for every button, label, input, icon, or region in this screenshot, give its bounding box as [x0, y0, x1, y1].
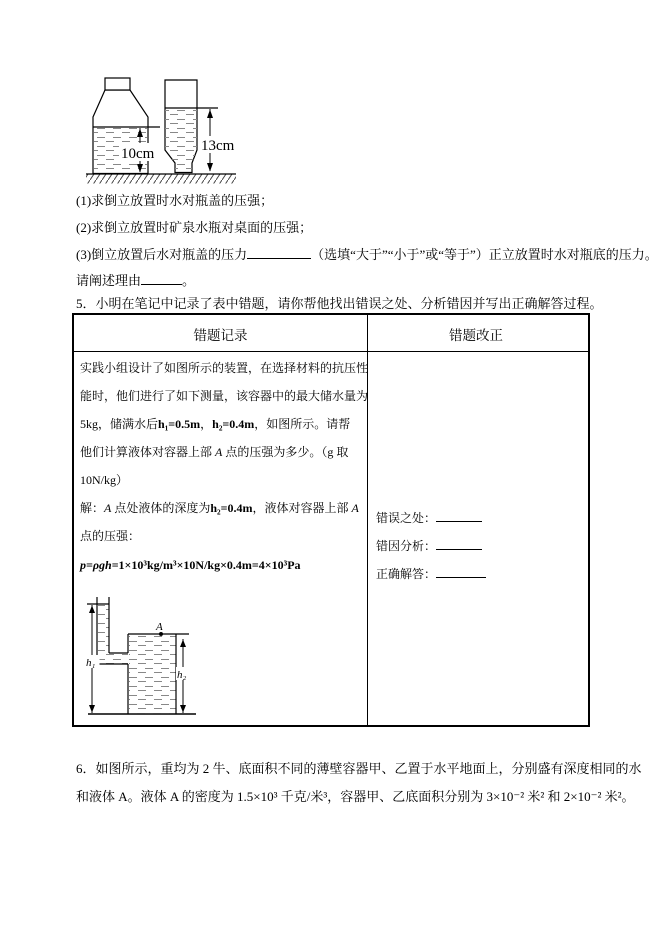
correct-answer-item	[376, 565, 486, 582]
problem-line-1: 实践小组设计了如图所示的装置，在选择材料的抗压性	[80, 361, 369, 375]
text-segment: ，液体对容器上部	[252, 501, 352, 515]
h2-dimension	[176, 639, 191, 713]
bottle-cap	[105, 78, 130, 90]
reason-period: 。	[182, 273, 196, 288]
error-location-label: 错误之处：	[376, 511, 437, 525]
point-a-ref: A	[351, 501, 359, 515]
solution-line-2: 点的压强：	[80, 529, 141, 543]
question-6-line-1: 6．如图所示，重均为 2 牛、底面积不同的薄壁容器甲、乙置于水平地面上，分别盛有深度相同的水	[76, 761, 642, 776]
formula-rhs: =1×10³kg/m³×10N/kg×0.4m=4×10³Pa	[111, 558, 301, 572]
problem-line-5: 10N/kg）	[80, 473, 129, 487]
error-location-item	[376, 509, 482, 526]
answer-blank	[141, 272, 182, 285]
error-analysis-label: 错因分析：	[376, 539, 437, 553]
answer-blank	[436, 537, 482, 550]
formula-lhs: p=ρgh	[80, 558, 112, 572]
answer-blank	[247, 246, 311, 259]
table-header-divider	[74, 351, 588, 352]
upright-bottle	[93, 78, 163, 174]
solution-line-1	[80, 500, 359, 516]
h1-label: h₁	[86, 657, 96, 669]
question-6-line-2: 和液体 A。液体 A 的密度为 1.5×10³ 千克/米³，容器甲、乙底面积分别为 3×10⁻² 米² 和 2×10⁻² 米²。	[76, 789, 635, 804]
height-label-right: 13cm	[201, 138, 235, 154]
arrow-down	[207, 163, 213, 172]
water-in-tube	[98, 605, 109, 653]
inverted-bottle	[165, 80, 236, 173]
water-in-connector	[98, 654, 128, 664]
text-segment: 点的压强为多少。（g 取	[222, 445, 349, 459]
question-4-part-2: (2)求倒立放置时矿泉水瓶对桌面的压强；	[76, 220, 313, 235]
part-3-text-before: (3)倒立放置后水对瓶盖的压力	[76, 247, 248, 262]
text-segment: ，	[200, 417, 213, 431]
question-4-reason	[76, 272, 195, 289]
text-segment: ，如图所示。请帮	[254, 417, 351, 431]
water-in-tank	[129, 636, 176, 714]
given-h1: h₁=0.5m	[158, 417, 201, 431]
point-a-ref: A	[215, 445, 223, 459]
text-segment: 解：	[80, 501, 105, 515]
ground	[86, 174, 236, 184]
question-4-part-3	[76, 246, 658, 263]
point-a-label: A	[156, 621, 163, 633]
part-3-text-after: （选填“大于”“小于”或“等于”）正立放置时水对瓶底的压力。	[311, 247, 658, 262]
table-header-left: 错题记录	[193, 328, 248, 343]
pressure-formula	[80, 557, 301, 573]
given-h2: h₂=0.4m	[212, 417, 255, 431]
table-header-right: 错题改正	[449, 328, 503, 343]
text-segment: 5kg，储满水后	[80, 417, 159, 431]
problem-line-2: 能时，他们进行了如下测量，该容器中的最大储水量为	[80, 389, 369, 403]
problem-line-4	[80, 444, 348, 460]
depth-value: h₂=0.4m	[210, 501, 253, 515]
table-column-divider	[367, 315, 368, 725]
error-analysis-item	[376, 537, 482, 554]
error-correction-table	[72, 313, 590, 727]
correct-answer-label: 正确解答：	[376, 567, 437, 581]
question-5-intro: 5．小明在笔记中记录了表中错题，请你帮他找出错误之处、分析错因并写出正确解答过程。	[76, 296, 603, 311]
water	[165, 109, 198, 172]
bottles-figure	[84, 76, 240, 188]
text-segment: 他们计算液体对容器上部	[80, 445, 216, 459]
answer-blank	[436, 509, 482, 522]
height-label-left: 10cm	[121, 146, 155, 162]
answer-blank	[436, 565, 486, 578]
container-figure	[84, 592, 204, 722]
reason-text: 请阐述理由	[76, 273, 142, 288]
h2-label: h₂	[177, 669, 187, 681]
question-4-part-1: (1)求倒立放置时水对瓶盖的压强；	[76, 193, 274, 208]
text-segment: 点处液体的深度为	[111, 501, 211, 515]
problem-line-3	[80, 416, 350, 432]
point-a-ref: A	[104, 501, 112, 515]
arrow-up	[207, 110, 213, 119]
